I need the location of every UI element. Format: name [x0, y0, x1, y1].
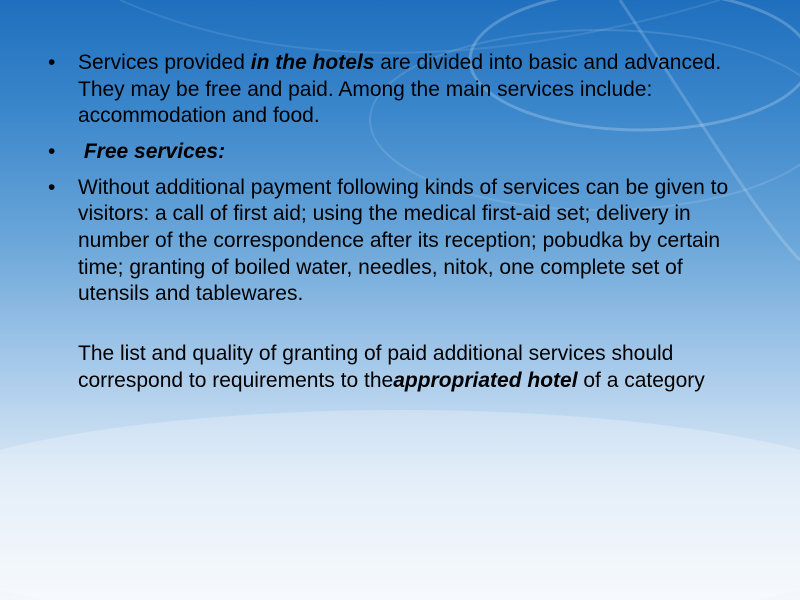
paid-services-paragraph [48, 341, 748, 394]
bullet-free-services [48, 139, 748, 166]
bullet-services-provided [48, 50, 748, 130]
paragraph-text-part: of a category [577, 368, 705, 392]
bullet-text-part: Services provided [78, 51, 251, 74]
slide-body [48, 50, 748, 394]
emphasis-text: appropriated hotel [393, 368, 578, 392]
bullet-text [78, 51, 721, 127]
bullet-marker: • [48, 139, 56, 163]
emphasis-text: in the hotels [250, 51, 375, 74]
bullet-heading-text: Free services: [78, 139, 226, 163]
bullet-marker: • [48, 175, 56, 199]
bullet-without-payment [48, 175, 748, 308]
bullet-text: Without additional payment following kinds of services can be given to visitors: a call of first aid; using the medical first-aid set; delivery in number of the correspondence after its reception; pobudka by certain time; granting of boiled water, needles, nitok, one complete set of utensils and tablewares. [78, 175, 729, 306]
paragraph-spacer [48, 317, 748, 341]
bullet-marker: • [48, 51, 56, 74]
paragraph-text-part: The list and quality of granting of paid additional services should correspond to requirements to the [78, 341, 674, 392]
bullet-text-part: are divided into basic and advanced. They may be free and paid. Among the main services include: accommodation and food. [78, 51, 722, 128]
